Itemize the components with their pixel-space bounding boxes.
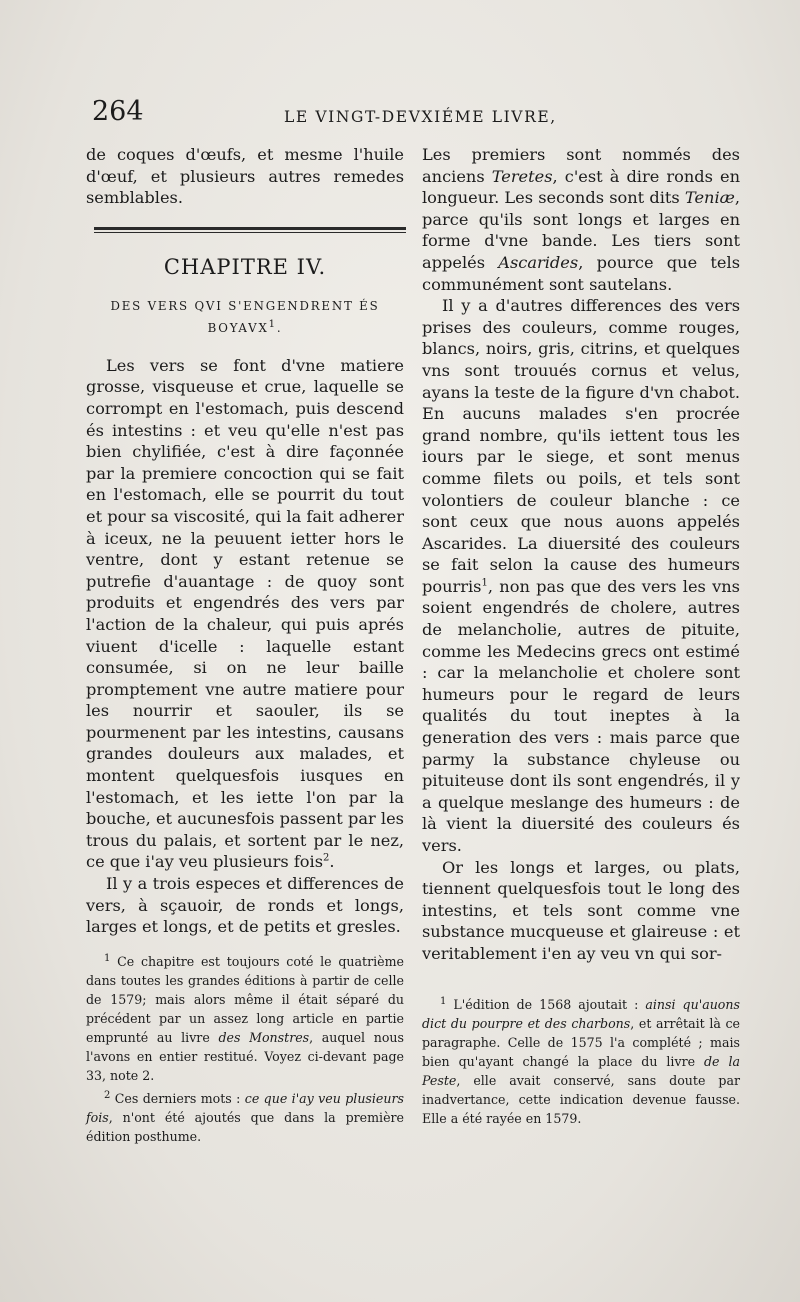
footnote-ref: 2 [323,853,330,865]
page-number: 264 [92,96,144,127]
paragraph: Il y a d'autres differences des vers prises des couleurs, comme rouges, blancs, noirs, gris, citrins, et quelques vns sont trouués cornus et velus, ayans la teste de la figure d'vn chabot. En aucuns malades s'en procrée grand nombre, qu'ils iettent tous les iours par le siege, et sont menus comme filets ou poils, et tels sont volontiers de couleur blanche : ce sont ceux que nous auons appelés Ascarides. La diuersité des couleurs se fait selon la cause des humeurs pourris$^1$, non pas que des vers les vns soient engendrés de cholere, autres de melancholie, autres de pituite, comme les Medecins grecs ont estimé : car la melancholie et cholere sont humeurs pour le regard de leurs qualités du tout ineptes à la generation des vers : mais parce que parmy la substance chyleuse ou pituiteuse dont ils sont engendrés, il y a quelque meslange des humeurs : de là vient la diuersité des couleurs és vers. [422,296,740,855]
chapter-body [86,355,404,938]
paragraph: Or les longs et larges, ou plats, tiennent quelquesfois tout le long des intestins, et tels sont comme vne substance mucqueuse et glaireuse : et veritablement i'en ay veu vn qui sor- [422,857,740,963]
chapter-divider [94,227,406,233]
left-column [86,144,404,1150]
paragraph: Il y a trois especes et differences de vers, à sçauoir, de ronds et longs, larges et longs, et de petits et gresles. [86,874,404,937]
paragraph: Les vers se font d'vne matiere grosse, visqueuse et crue, laquelle se corrompt en l'estomach, puis descend és intestins : et veu qu'elle n'est pas bien chylifiée, c'est à dire façonnée par la premiere concoction qui se fait en l'estomach, elle se pourrit du tout et pour sa viscosité, qui la fait adherer à iceux, ne la peuuent ietter hors le ventre, dont y estant retenue se putrefie d'auantage : de quoy sont produits et engendrés des vers par l'action de la chaleur, qui puis aprés viuent d'icelle : laquelle estant consumée, si on ne leur baille promptement vne autre matiere pour les nourrir et saouler, ils se pourmenent par les intestins, causans grandes douleurs aux malades, et montent quelquesfois iusques en l'estomach, et les iette l'on par la bouche, et aucunesfois passent par les trous du palais, et sortent par le nez, ce que i'ay veu plusieurs fois$^2$. [86,355,404,872]
chapter-subtitle: DES VERS QVI S'ENGENDRENT ÉS BOYAVX$^1$. [110,298,380,335]
footnote: $^1$ L'édition de 1568 ajoutait : ainsi qu'auons dict du pourpre et des charbons, et arrêtait là ce paragraphe. Celle de 1575 l'a complété ; mais bien qu'ayant changé la place du livre de la Peste, elle avait conservé, sans doute par inadvertance, cette indication devenue fausse. Elle a été rayée en 1579. [422,995,740,1126]
opening-text: de coques d'œufs, et mesme l'huile d'œuf, et plusieurs autres remedes semblables. [86,145,404,208]
paragraph: Les premiers sont nommés des anciens Teretes, c'est à dire ronds en longueur. Les seconds sont dits Teniæ, parce qu'ils sont longs et larges en forme d'vne bande. Les tiers sont appelés Ascarides, pource que tels communément sont sautelans. [422,145,741,294]
chapter-title: CHAPITRE IV. [163,254,327,279]
right-column [422,144,740,1132]
chapter-subtitle-line2: BOYAVX [207,320,269,335]
footnote-ref: 1 [481,577,488,589]
footnotes [422,995,740,1128]
footnote-ref: 1 [268,318,277,330]
chapter-subtitle-line1: DES VERS QVI S'ENGENDRENT ÉS [110,298,380,313]
footnote: $^1$ Ce chapitre est toujours coté le quatrième dans toutes les grandes éditions à partir de celle de 1579; mais alors même il était séparé du précédent par un assez long article en partie emprunté au livre des Monstres, auquel nous l'avons en entier restitué. Voyez ci-devant page 33, note 2. [86,952,405,1083]
footnote: $^2$ Ces derniers mots : ce que i'ay veu plusieurs fois, n'ont été ajoutés que dans la première édition posthume. [86,1089,404,1144]
footnotes [86,952,404,1146]
page-header [92,96,752,136]
running-title: LE VINGT-DEVXIÉME LIVRE, [284,108,557,126]
